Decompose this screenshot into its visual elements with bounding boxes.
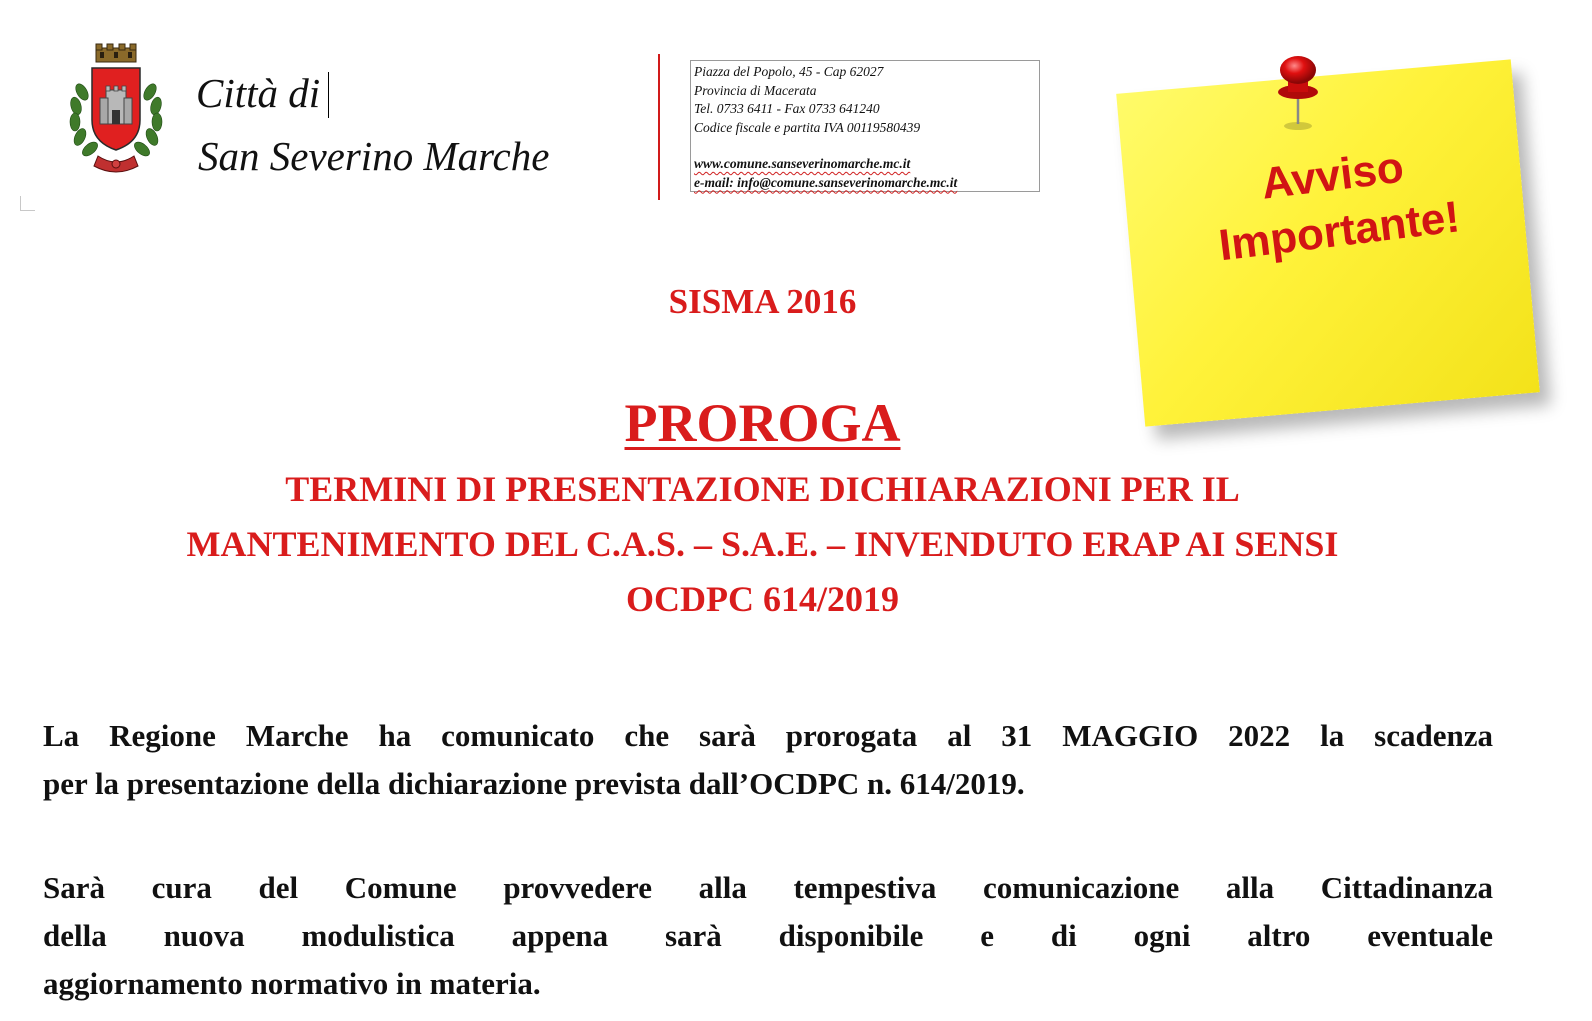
header-divider [658, 54, 660, 200]
address-tax-code: Codice fiscale e partita IVA 00119580439 [694, 119, 921, 135]
city-name-line-2: San Severino Marche [198, 133, 550, 179]
paragraph-proroga-notice [43, 712, 1493, 808]
paragraph-1-line-2: per la presentazione della dichiarazione prevista dall’OCDPC n. 614/2019. [43, 766, 1025, 801]
coat-of-arms-logo [60, 42, 172, 184]
paragraph-2-line-2: della nuova modulistica appena sarà disponibile e di ogni altro eventuale [43, 918, 1493, 953]
sticky-note-line-2: Importante! [1216, 192, 1463, 271]
address-spacer [694, 137, 1039, 155]
termini-line-3: OCDPC 614/2019 [626, 579, 899, 619]
paragraph-2-line-3: aggiornamento normativo in materia. [43, 966, 541, 1001]
address-email: e-mail: info@comune.sanseverinomarche.mc.it [694, 174, 958, 190]
address-box [690, 60, 1040, 192]
text-cursor [328, 72, 329, 118]
page-corner-mark-left [20, 196, 35, 211]
address-phone: Tel. 0733 6411 - Fax 0733 641240 [694, 101, 880, 116]
crown-icon [96, 44, 136, 62]
address-province: Provincia di Macerata [694, 82, 817, 98]
push-pin-icon [1268, 52, 1328, 132]
paragraph-municipality-notice [43, 864, 1493, 1008]
sisma-heading: SISMA 2016 [668, 282, 857, 321]
address-website: www.comune.sanseverinomarche.mc.it [694, 156, 911, 171]
proroga-heading-text: PROROGA [624, 393, 901, 453]
sticky-note-line-1: Avviso [1258, 142, 1407, 209]
sticky-note [1116, 30, 1556, 440]
termini-heading [0, 462, 1525, 627]
termini-line-2: MANTENIMENTO DEL C.A.S. – S.A.E. – INVENDUTO ERAP AI SENSI [186, 524, 1339, 564]
city-name-line-1: Città di [196, 70, 321, 116]
address-street: Piazza del Popolo, 45 - Cap 62027 [694, 64, 884, 79]
paragraph-1-line-1: La Regione Marche ha comunicato che sarà prorogata al 31 MAGGIO 2022 la scadenza [43, 718, 1493, 753]
proroga-heading [0, 393, 1525, 453]
paragraph-2-line-1: Sarà cura del Comune provvedere alla tempestiva comunicazione alla Cittadinanza [43, 870, 1493, 905]
termini-line-1: TERMINI DI PRESENTAZIONE DICHIARAZIONI PER IL [285, 469, 1240, 509]
